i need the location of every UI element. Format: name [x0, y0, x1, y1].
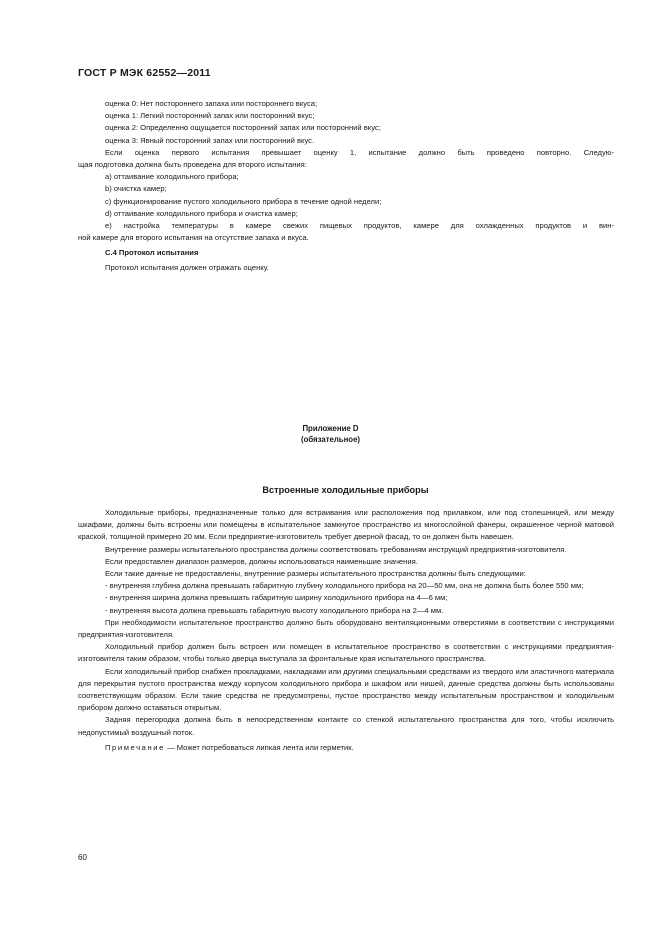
- step-c: c) функционирование пустого холодильного прибора в течение одной недели;: [105, 196, 382, 206]
- note: [78, 742, 614, 754]
- document-header: ГОСТ Р МЭК 62552—2011: [78, 67, 211, 79]
- paragraph-1: Холодильные приборы, предназначенные только для встраивания или расположения под прилавком, или под столешницей, или между шкафами, должны быть встроены или помещены в испытательное замкнутое пространство из многослойной фанеры, окрашенное черной матовой краской, толщиной примерно 20 мм. Если предприятие-изготовитель требует дверной фасад, то он должен быть навешен.: [78, 508, 614, 542]
- paragraph-5: При необходимости испытательное пространство должно быть оборудовано вентиляционными отверстиями в соответствии с инструкциями предприятия-изготовителя.: [78, 617, 614, 640]
- section-c3-continuation: [78, 98, 614, 274]
- section-c4-text: Протокол испытания должен отражать оценку.: [105, 262, 269, 272]
- appendix-label-block: [0, 423, 661, 445]
- step-d: d) оттаивание холодильного прибора и очистка камер;: [105, 208, 298, 218]
- step-a: a) оттаивание холодильного прибора;: [105, 172, 239, 182]
- grade-0: оценка 0: Нет постороннего запаха или постороннего вкуса;: [105, 99, 318, 108]
- note-text: — Может потребоваться липкая лента или герметик.: [164, 742, 354, 752]
- bullet-depth: - внутренняя глубина должна превышать габаритную глубину холодильного прибора на 20—50 мм, она не должна быть более 550 мм;: [105, 581, 584, 591]
- step-e-line-2: ной камере для второго испытания на отсутствие запаха и вкуса.: [78, 233, 309, 243]
- grade-1: оценка 1: Легкий посторонний запах или посторонний вкус;: [105, 111, 315, 121]
- paragraph-6: Холодильный прибор должен быть встроен или помещен в испытательное пространство в соответствии с инструкциями предприятия-изготовителя таким образом, чтобы только дверца выступала за фронтальные края испытательного пространства.: [78, 642, 614, 664]
- grade-2: оценка 2: Определенно ощущается посторонний запах или посторонний вкус;: [105, 123, 381, 133]
- paragraph-7: Если холодильный прибор снабжен прокладками, накладками или другими специальными средствами из твердого или эластичного материала для перекрытия пустого пространства между корпусом холодильного прибора и шкафом или нишей, данные средства должны быть использованы соответствующим образом. Если такие средства не предусмотрены, пустое пространство между испытательным пространством и холодильным прибором должно оставаться открытым.: [78, 666, 614, 713]
- appendix-title: Встроенные холодильные приборы: [262, 485, 429, 495]
- repeat-test-line-1: Если оценка первого испытания превышает оценку 1, испытание должно быть проведено повторно. Следую-: [105, 147, 614, 157]
- appendix-body: [78, 507, 614, 754]
- page-number: 60: [78, 853, 87, 862]
- paragraph-8: Задняя перегородка должна быть в непосредственном контакте со стенкой испытательного пространства для того, чтобы исключить недопустимый воздушный поток.: [78, 715, 614, 737]
- grade-3: оценка 3: Явный посторонний запах или посторонний вкус.: [105, 135, 315, 145]
- note-label: Примечание: [105, 742, 165, 752]
- bullet-width: - внутренняя ширина должна превышать габаритную ширину холодильного прибора на 4—6 мм;: [105, 593, 448, 603]
- paragraph-4: Если такие данные не предоставлены, внутренние размеры испытательного пространства должны быть следующими:: [105, 569, 526, 579]
- step-b: b) очистка камер;: [105, 184, 167, 194]
- repeat-test-line-2: щая подготовка должна быть проведена для второго испытания:: [78, 160, 307, 170]
- appendix-label: Приложение D: [302, 424, 359, 433]
- section-c4-heading: С.4 Протокол испытания: [105, 248, 199, 258]
- appendix-status: (обязательное): [300, 435, 361, 444]
- paragraph-2: Внутренние размеры испытательного пространства должны соответствовать требованиям инструкций предприятия-изготовителя.: [105, 544, 567, 554]
- bullet-height: - внутренняя высота должна превышать габаритную высоту холодильного прибора на 2—4 мм.: [105, 605, 444, 615]
- paragraph-3: Если предоставлен диапазон размеров, должны использоваться наименьшие значения.: [105, 556, 418, 566]
- step-e-line-1: e) настройка температуры в камере свежих пищевых продуктов, камере для охлажденных продуктов и вин-: [105, 221, 614, 231]
